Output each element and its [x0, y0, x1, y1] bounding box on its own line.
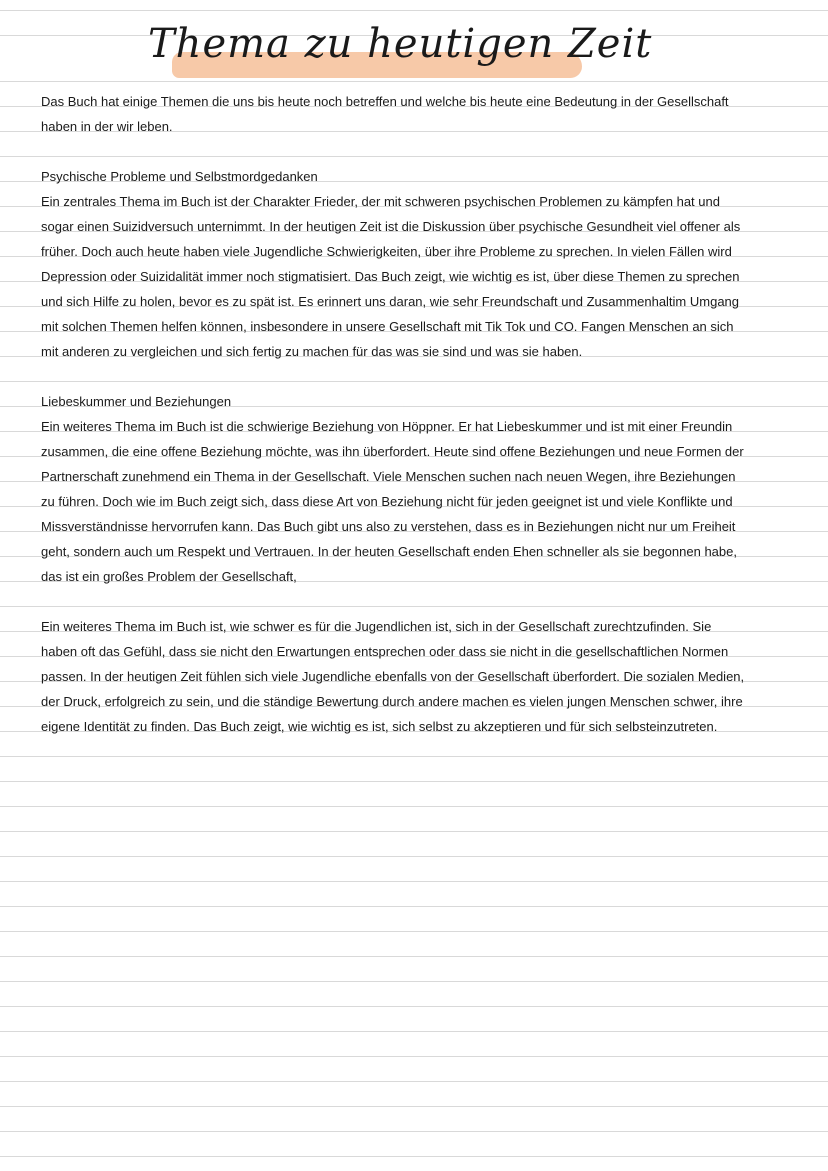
text-line: mit solchen Themen helfen können, insbesondere in unsere Gesellschaft mit Tik Tok und CO. Fangen Menschen an sich: [41, 319, 734, 334]
text-line: früher. Doch auch heute haben viele Jugendliche Schwierigkeiten, über ihre Probleme zu sprechen. In vielen Fällen wird: [41, 244, 732, 259]
paragraph-spacer: [41, 589, 801, 614]
text-line: Missverständnisse hervorrufen kann. Das Buch gibt uns also zu verstehen, dass es in Beziehungen nicht nur um Freiheit: [41, 519, 736, 534]
section-heading: Liebeskummer und Beziehungen: [41, 394, 232, 409]
section-mental-health: [41, 164, 801, 364]
text-line: eigene Identität zu finden. Das Buch zeigt, wie wichtig es ist, sich selbst zu akzeptieren und für sich selbsteinzutreten.: [41, 719, 718, 734]
text-line: Das Buch hat einige Themen die uns bis heute noch betreffen und welche bis heute eine Bedeutung in der Gesellschaft: [41, 94, 729, 109]
paragraph-spacer: [41, 139, 801, 164]
text-line: Depression oder Suizidalität immer noch stigmatisiert. Das Buch zeigt, wie wichtig es ist, über diese Themen zu sprechen: [41, 269, 740, 284]
text-line: zusammen, die eine offene Beziehung möchte, was ihn überfordert. Heute sind offene Beziehungen und neue Formen der: [41, 444, 744, 459]
text-line: mit anderen zu vergleichen und sich fertig zu machen für das was sie sind und was sie haben.: [41, 344, 583, 359]
section-youth-society: [41, 614, 801, 739]
text-line: haben in der wir leben.: [41, 119, 173, 134]
text-line: passen. In der heutigen Zeit fühlen sich viele Jugendliche ebenfalls von der Gesellschaft überfordert. Die sozialen Medien,: [41, 669, 745, 684]
intro-paragraph: [41, 89, 801, 139]
text-line: geht, sondern auch um Respekt und Vertrauen. In der heuten Gesellschaft enden Ehen schneller als sie begonnen habe,: [41, 544, 737, 559]
text-line: der Druck, erfolgreich zu sein, und die ständige Bewertung durch andere machen es vielen jungen Menschen schwer, ihre: [41, 694, 743, 709]
text-line: Ein zentrales Thema im Buch ist der Charakter Frieder, der mit schweren psychischen Problemen zu kämpfen hat und: [41, 194, 720, 209]
text-line: sogar einen Suizidversuch unternimmt. In der heutigen Zeit ist die Diskussion über psychische Gesundheit viel offener als: [41, 219, 741, 234]
text-line: und sich Hilfe zu holen, bevor es zu spät ist. Es erinnert uns daran, wie sehr Freundschaft und Zusammenhaltim Umgang: [41, 294, 740, 309]
document-body: [41, 89, 801, 739]
section-heading: Psychische Probleme und Selbstmordgedanken: [41, 169, 318, 184]
section-relationships: [41, 389, 801, 589]
text-line: haben oft das Gefühl, dass sie nicht den Erwartungen entsprechen oder dass sie nicht in die gesellschaftlichen Normen: [41, 644, 729, 659]
page-title: Thema zu heutigen Zeit: [148, 21, 653, 67]
text-line: das ist ein großes Problem der Gesellschaft,: [41, 569, 297, 584]
text-line: zu führen. Doch wie im Buch zeigt sich, dass diese Art von Beziehung nicht für jeden geeignet ist und viele Konflikte und: [41, 494, 733, 509]
paragraph-spacer: [41, 364, 801, 389]
text-line: Ein weiteres Thema im Buch ist die schwierige Beziehung von Höppner. Er hat Liebeskummer und ist mit einer Freundin: [41, 419, 733, 434]
text-line: Ein weiteres Thema im Buch ist, wie schwer es für die Jugendlichen ist, sich in der Gesellschaft zurechtzufinden. Sie: [41, 619, 712, 634]
text-line: Partnerschaft zunehmend ein Thema in der Gesellschaft. Viele Menschen suchen nach neuen Wegen, ihre Beziehungen: [41, 469, 736, 484]
title-block: [148, 14, 652, 84]
